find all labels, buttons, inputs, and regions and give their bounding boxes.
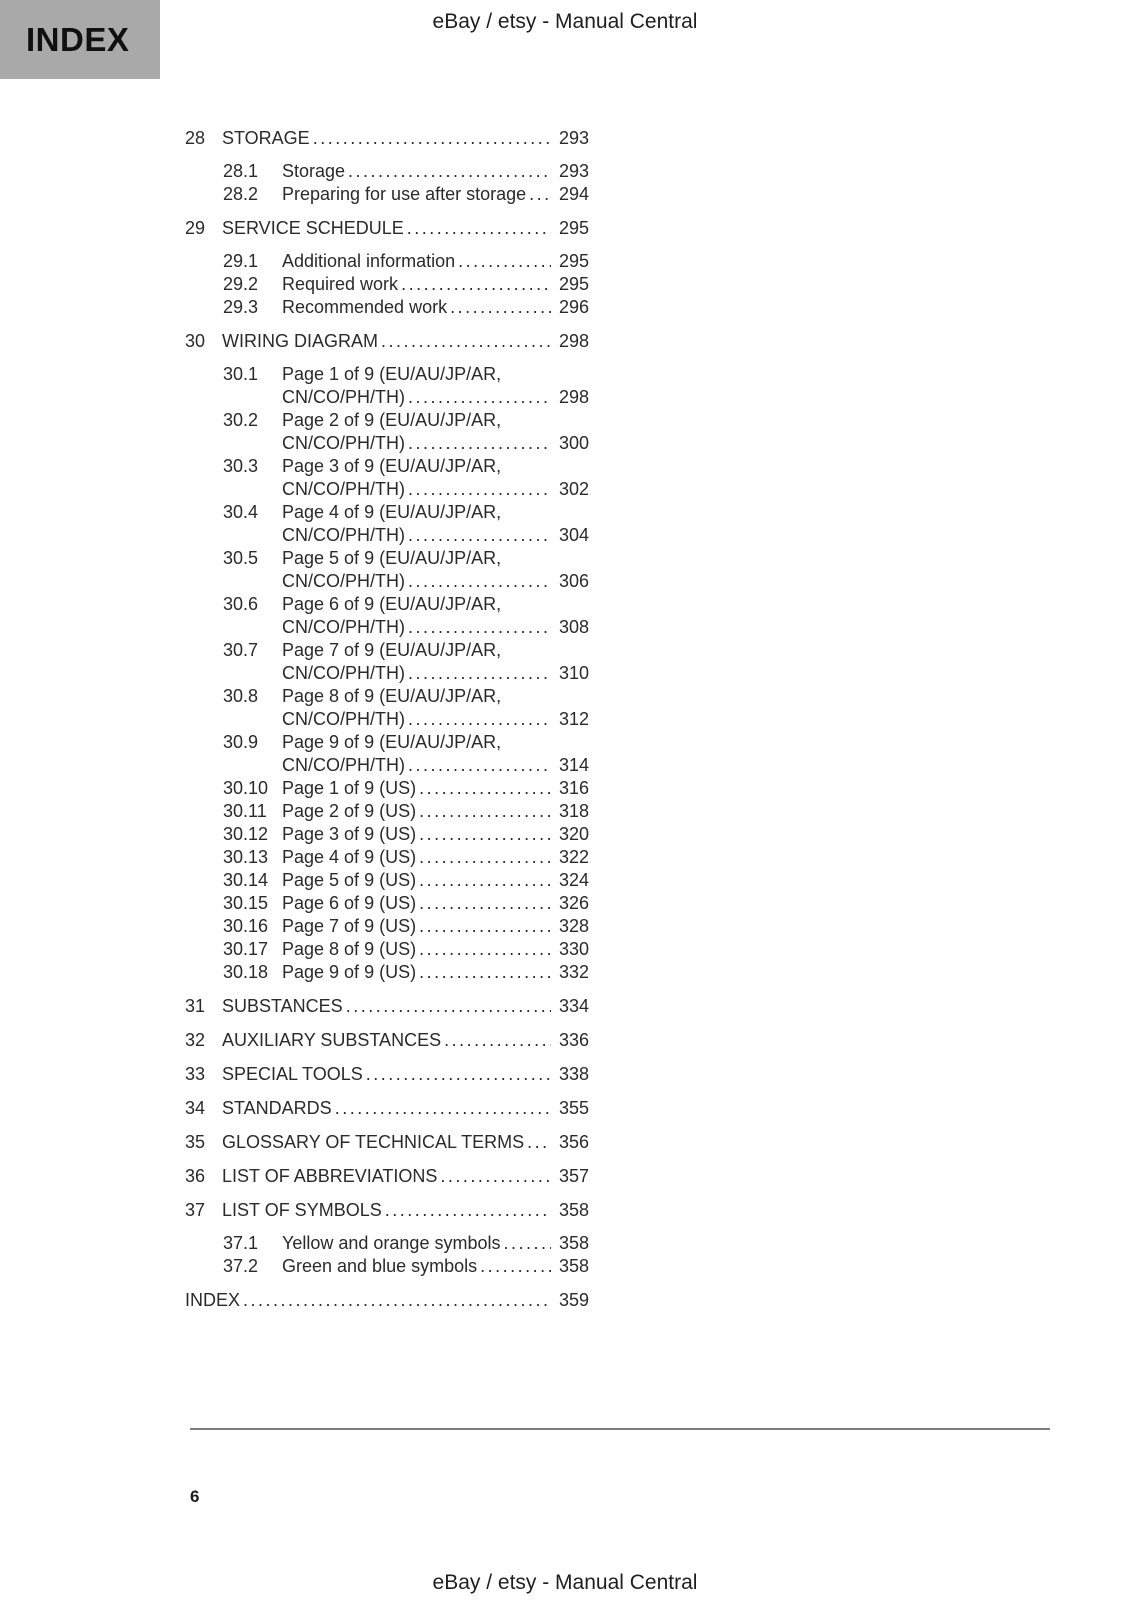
entry-title: SUBSTANCES [222,996,343,1016]
entry-page: 322 [558,847,589,867]
entry-title: Page 7 of 9 (EU/AU/JP/AR, [282,640,502,660]
toc-chapter-index [185,1289,589,1312]
entry-title: Page 3 of 9 (US) [282,824,417,844]
toc-entry-continuation [185,386,589,409]
entry-page: 306 [558,571,589,591]
toc-entry-line [185,273,589,296]
chapter-items [185,160,589,206]
entry-number: 30 [185,331,206,351]
entry-page: 312 [558,709,589,729]
toc-entry-line [185,1255,589,1278]
entry-title: SPECIAL TOOLS [222,1064,363,1084]
entry-number: 30.11 [223,801,267,821]
toc-chapter-33 [185,1063,589,1086]
entry-number: 30.9 [223,732,259,752]
entry-page: 324 [558,870,589,890]
entry-title: Recommended work [282,297,448,317]
toc-entry-30.2 [185,409,589,455]
toc-chapter-29 [185,217,589,319]
entry-page: 328 [558,916,589,936]
toc-entry-continuation [185,708,589,731]
entry-page: 300 [558,433,589,453]
entry-title: Page 3 of 9 (EU/AU/JP/AR, [282,456,502,476]
entry-page: 358 [558,1256,589,1276]
entry-number: 28.2 [223,184,259,204]
toc-entry-30.11 [185,800,589,823]
dot-leader [416,777,551,800]
entry-number: 30.6 [223,594,259,614]
toc-entry-line [185,1232,589,1255]
toc-entry-line [185,250,589,273]
toc-entry-29.1 [185,250,589,273]
toc-entry-line [185,685,589,708]
toc-entry-continuation [185,478,589,501]
toc-entry-continuation [185,616,589,639]
toc-entry-30.10 [185,777,589,800]
entry-title: Page 7 of 9 (US) [282,916,417,936]
entry-number: 37.1 [223,1233,259,1253]
toc-chapter-34 [185,1097,589,1120]
chapter-items [185,1232,589,1278]
entry-page: 296 [558,297,589,317]
toc-entry-line [185,183,589,206]
toc-entry-line [185,938,589,961]
dot-leader [332,1097,551,1120]
entry-number: 30.17 [223,939,269,959]
entry-number: 30.15 [223,893,269,913]
table-of-contents [185,127,589,1312]
entry-number: 30.5 [223,548,259,568]
entry-page: 359 [558,1290,589,1310]
toc-entry-30.16 [185,915,589,938]
dot-leader [441,1029,551,1052]
toc-entry-30.17 [185,938,589,961]
entry-page: 334 [558,996,589,1016]
entry-page: 295 [558,274,589,294]
entry-page: 314 [558,755,589,775]
dot-leader [405,524,551,547]
index-tab-label: INDEX [26,20,130,58]
entry-page: 356 [558,1132,589,1152]
entry-title: Page 4 of 9 (US) [282,847,417,867]
entry-title: CN/CO/PH/TH) [282,617,405,637]
entry-title: AUXILIARY SUBSTANCES [222,1030,442,1050]
entry-number: 29.3 [223,297,259,317]
entry-page: 330 [558,939,589,959]
entry-title: CN/CO/PH/TH) [282,525,405,545]
dot-leader [405,570,551,593]
toc-entry-30.13 [185,846,589,869]
entry-number: 34 [185,1098,206,1118]
entry-title: Page 1 of 9 (EU/AU/JP/AR, [282,364,502,384]
dot-leader [398,273,551,296]
toc-entry-continuation [185,432,589,455]
toc-entry-30.8 [185,685,589,731]
dot-leader [345,160,551,183]
entry-title: Page 6 of 9 (EU/AU/JP/AR, [282,594,502,614]
toc-chapter-35 [185,1131,589,1154]
toc-entry-30.9 [185,731,589,777]
entry-number: 29 [185,218,206,238]
entry-number: 30.10 [223,778,269,798]
toc-entry-30.5 [185,547,589,593]
entry-page: 318 [558,801,589,821]
toc-entry-line [185,823,589,846]
chapter-items [185,250,589,319]
entry-page: 304 [558,525,589,545]
dot-leader [378,330,551,353]
toc-entry-30.15 [185,892,589,915]
entry-title: Page 8 of 9 (EU/AU/JP/AR, [282,686,502,706]
toc-entry-line [185,455,589,478]
entry-title: Green and blue symbols [282,1256,478,1276]
entry-title: CN/CO/PH/TH) [282,479,405,499]
entry-page: 355 [558,1098,589,1118]
entry-page: 316 [558,778,589,798]
toc-entry-line [185,995,589,1018]
dot-leader [405,754,551,777]
entry-page: 302 [558,479,589,499]
toc-entry-line [185,296,589,319]
dot-leader [416,892,551,915]
entry-page: 295 [558,251,589,271]
toc-chapter-37 [185,1199,589,1278]
entry-title: LIST OF SYMBOLS [222,1200,382,1220]
toc-entry-line [185,127,589,150]
toc-entry-line [185,1289,589,1312]
entry-number: 36 [185,1166,206,1186]
entry-page: 358 [558,1233,589,1253]
toc-entry-line [185,363,589,386]
toc-entry-line [185,1063,589,1086]
dot-leader [310,127,551,150]
entry-page: 332 [558,962,589,982]
dot-leader [363,1063,551,1086]
dot-leader [500,1232,551,1255]
dot-leader [416,869,551,892]
dot-leader [405,708,551,731]
toc-entry-30.18 [185,961,589,984]
toc-entry-30.4 [185,501,589,547]
toc-entry-line [185,892,589,915]
entry-number: 33 [185,1064,206,1084]
entry-title: LIST OF ABBREVIATIONS [222,1166,438,1186]
toc-chapter-31 [185,995,589,1018]
entry-number: 30.4 [223,502,259,522]
toc-entry-line [185,731,589,754]
toc-entry-line [185,1199,589,1222]
entry-title: WIRING DIAGRAM [222,331,378,351]
entry-title: SERVICE SCHEDULE [222,218,404,238]
entry-number: 28 [185,128,206,148]
toc-entry-line [185,961,589,984]
entry-title: Page 9 of 9 (EU/AU/JP/AR, [282,732,502,752]
entry-number: 29.1 [223,251,259,271]
page-number: 6 [190,1487,200,1506]
entry-page: 310 [558,663,589,683]
toc-entry-line [185,1097,589,1120]
toc-entry-line [185,800,589,823]
entry-number: 30.7 [223,640,259,660]
entry-title: CN/CO/PH/TH) [282,433,405,453]
toc-entry-28.2 [185,183,589,206]
entry-number: 29.2 [223,274,259,294]
entry-page: 357 [558,1166,589,1186]
entry-page: 293 [558,161,589,181]
entry-title: Page 9 of 9 (US) [282,962,417,982]
toc-entry-line [185,593,589,616]
entry-title: STANDARDS [222,1098,332,1118]
header-title: eBay / etsy - Manual Central [432,10,698,33]
entry-page: 294 [558,184,589,204]
entry-title: INDEX [185,1290,241,1310]
toc-entry-28.1 [185,160,589,183]
toc-entry-line [185,869,589,892]
entry-title: CN/CO/PH/TH) [282,663,405,683]
entry-page: 298 [558,331,589,351]
entry-title: CN/CO/PH/TH) [282,709,405,729]
dot-leader [416,800,551,823]
toc-entry-37.2 [185,1255,589,1278]
entry-number: 35 [185,1132,206,1152]
entry-page: 295 [558,218,589,238]
entry-title: Page 2 of 9 (EU/AU/JP/AR, [282,410,502,430]
toc-entry-line [185,846,589,869]
dot-leader [405,478,551,501]
dot-leader [405,432,551,455]
toc-entry-30.6 [185,593,589,639]
dot-leader [416,938,551,961]
dot-leader [526,183,551,206]
toc-entry-29.2 [185,273,589,296]
toc-entry-continuation [185,754,589,777]
toc-entry-line [185,501,589,524]
toc-chapter-32 [185,1029,589,1052]
toc-entry-line [185,547,589,570]
dot-leader [455,250,551,273]
entry-page: 338 [558,1064,589,1084]
entry-number: 30.2 [223,410,259,430]
dot-leader [437,1165,551,1188]
toc-entry-line [185,330,589,353]
entry-title: CN/CO/PH/TH) [282,571,405,591]
dot-leader [416,846,551,869]
toc-entry-line [185,915,589,938]
entry-title: Page 4 of 9 (EU/AU/JP/AR, [282,502,502,522]
toc-entry-30.1 [185,363,589,409]
toc-chapter-30 [185,330,589,984]
entry-title: CN/CO/PH/TH) [282,755,405,775]
entry-page: 308 [558,617,589,637]
entry-title: Page 5 of 9 (EU/AU/JP/AR, [282,548,502,568]
entry-number: 37 [185,1200,206,1220]
entry-number: 30.3 [223,456,259,476]
toc-entry-line [185,409,589,432]
dot-leader [416,915,551,938]
toc-entry-line [185,1131,589,1154]
dot-leader [447,296,551,319]
footer-rule [190,1428,1050,1430]
entry-title: Page 6 of 9 (US) [282,893,417,913]
toc-entry-continuation [185,570,589,593]
entry-title: Required work [282,274,399,294]
toc-entry-30.3 [185,455,589,501]
toc-entry-line [185,1029,589,1052]
dot-leader [404,217,551,240]
entry-title: Yellow and orange symbols [282,1233,501,1253]
toc-entry-37.1 [185,1232,589,1255]
entry-title: CN/CO/PH/TH) [282,387,405,407]
entry-number: 30.13 [223,847,269,867]
entry-number: 28.1 [223,161,259,181]
entry-page: 336 [558,1030,589,1050]
entry-number: 37.2 [223,1256,259,1276]
toc-entry-line [185,639,589,662]
dot-leader [416,823,551,846]
entry-number: 30.8 [223,686,259,706]
entry-title: Page 2 of 9 (US) [282,801,417,821]
entry-number: 30.18 [223,962,269,982]
toc-entry-30.12 [185,823,589,846]
dot-leader [405,616,551,639]
toc-entry-line [185,217,589,240]
dot-leader [382,1199,551,1222]
entry-title: Page 8 of 9 (US) [282,939,417,959]
entry-title: Preparing for use after storage [282,184,527,204]
entry-title: GLOSSARY OF TECHNICAL TERMS [222,1132,525,1152]
toc-entry-30.7 [185,639,589,685]
entry-number: 31 [185,996,206,1016]
entry-title: Page 1 of 9 (US) [282,778,417,798]
toc-entry-continuation [185,524,589,547]
footer-title: eBay / etsy - Manual Central [432,1571,698,1594]
dot-leader [416,961,551,984]
entry-title: STORAGE [222,128,310,148]
chapter-items [185,363,589,984]
entry-page: 293 [558,128,589,148]
dot-leader [477,1255,551,1278]
toc-entry-29.3 [185,296,589,319]
entry-page: 298 [558,387,589,407]
dot-leader [405,386,551,409]
dot-leader [524,1131,551,1154]
dot-leader [240,1289,551,1312]
toc-chapter-28 [185,127,589,206]
entry-title: Storage [282,161,346,181]
toc-entry-30.14 [185,869,589,892]
toc-entry-line [185,160,589,183]
toc-entry-line [185,777,589,800]
entry-number: 30.16 [223,916,269,936]
entry-title: Page 5 of 9 (US) [282,870,417,890]
entry-number: 30.14 [223,870,269,890]
entry-number: 32 [185,1030,206,1050]
toc-chapter-36 [185,1165,589,1188]
entry-page: 320 [558,824,589,844]
dot-leader [405,662,551,685]
entry-title: Additional information [282,251,456,271]
entry-page: 358 [558,1200,589,1220]
entry-page: 326 [558,893,589,913]
entry-number: 30.1 [223,364,259,384]
toc-entry-line [185,1165,589,1188]
toc-entry-continuation [185,662,589,685]
entry-number: 30.12 [223,824,269,844]
dot-leader [343,995,551,1018]
